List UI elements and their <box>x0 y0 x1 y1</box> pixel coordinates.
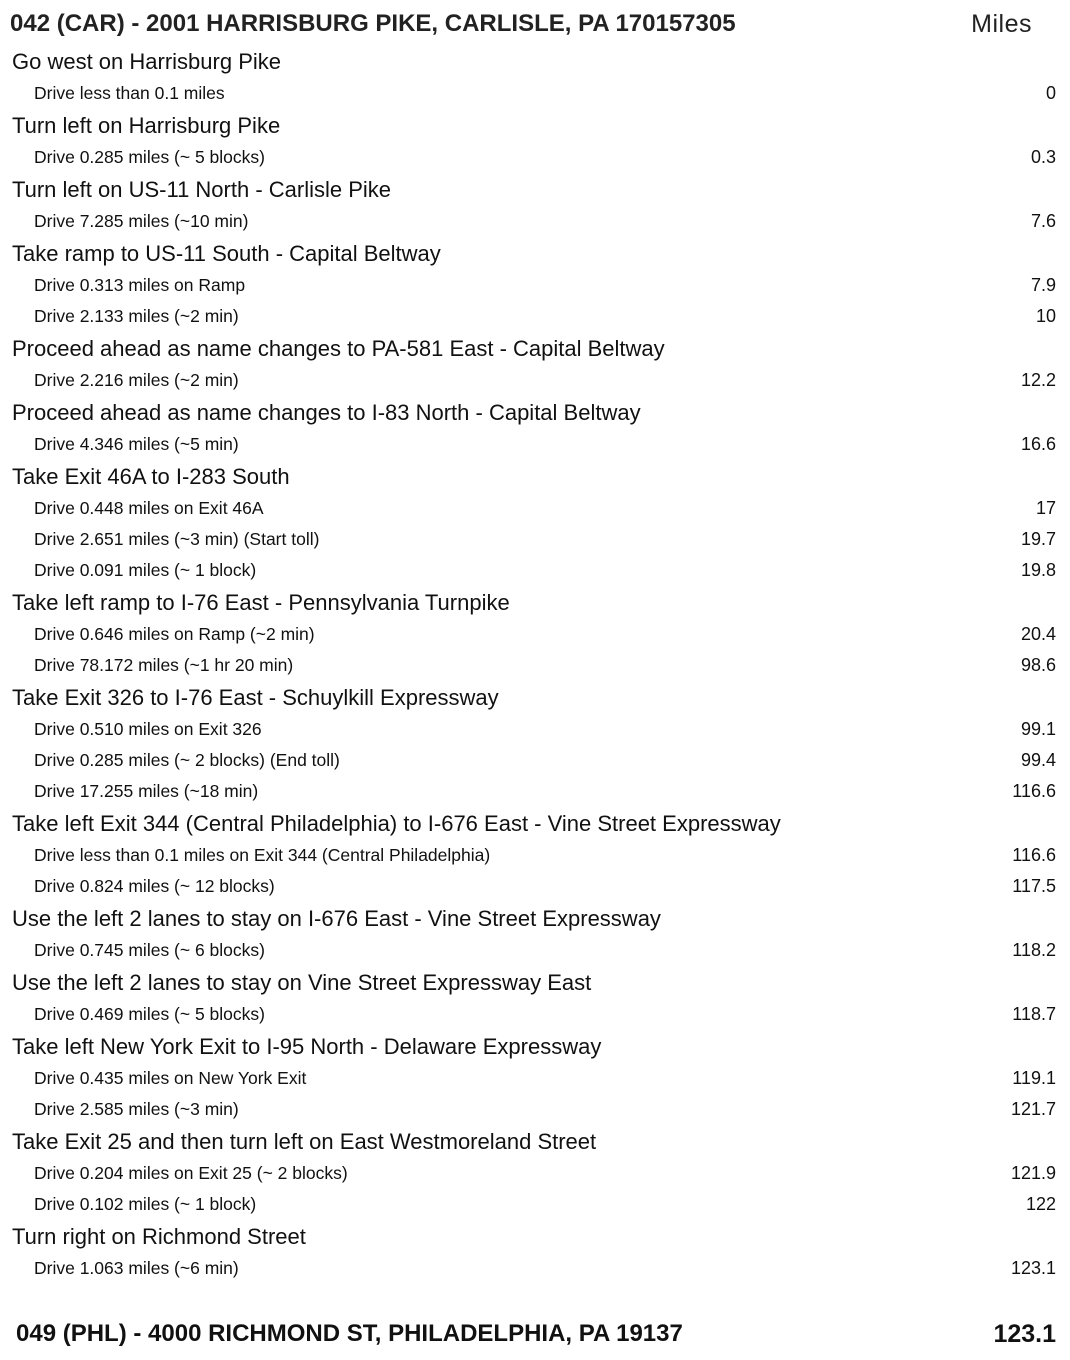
segment-distance: Drive less than 0.1 miles <box>34 83 225 103</box>
drive-segment <box>0 871 1070 902</box>
step-instruction: Use the left 2 lanes to stay on I-676 East - Vine Street Expressway <box>12 905 661 931</box>
cumulative-miles: 123.1 <box>1010 1258 1056 1278</box>
drive-segment <box>0 714 1070 745</box>
segment-distance: Drive 2.651 miles (~3 min) (Start toll) <box>34 529 320 549</box>
segment-distance: Drive 0.102 miles (~ 1 block) <box>34 1194 257 1214</box>
drive-segment <box>0 555 1070 586</box>
directions-list <box>0 45 1070 1284</box>
step-instruction: Take ramp to US-11 South - Capital Beltway <box>12 240 441 266</box>
drive-segment <box>0 78 1070 109</box>
drive-segment <box>0 524 1070 555</box>
segment-distance: Drive 2.133 miles (~2 min) <box>34 306 239 326</box>
cumulative-miles: 17 <box>1035 498 1056 518</box>
drive-segment <box>0 1253 1070 1284</box>
segment-distance: Drive 0.435 miles on New York Exit <box>34 1068 307 1088</box>
step-instruction: Proceed ahead as name changes to I-83 North - Capital Beltway <box>12 399 641 425</box>
step-instruction: Take left ramp to I-76 East - Pennsylvania Turnpike <box>12 589 510 615</box>
segment-distance: Drive 1.063 miles (~6 min) <box>34 1258 239 1278</box>
step-instruction: Take Exit 25 and then turn left on East Westmoreland Street <box>12 1128 597 1154</box>
cumulative-miles: 117.5 <box>1012 876 1056 896</box>
total-miles: 123.1 <box>993 1319 1056 1348</box>
segment-distance: Drive 0.469 miles (~ 5 blocks) <box>34 1004 265 1024</box>
drive-segment <box>0 1094 1070 1125</box>
step-instruction: Proceed ahead as name changes to PA-581 East - Capital Beltway <box>12 335 665 361</box>
segment-distance: Drive 17.255 miles (~18 min) <box>34 781 259 801</box>
drive-segment <box>0 365 1070 396</box>
direction-step <box>0 45 1070 78</box>
segment-distance: Drive 7.285 miles (~10 min) <box>34 211 249 231</box>
step-instruction: Turn right on Richmond Street <box>12 1223 306 1249</box>
direction-step <box>0 586 1070 619</box>
drive-segment <box>0 999 1070 1030</box>
direction-step <box>0 1030 1070 1063</box>
drive-segment <box>0 650 1070 681</box>
directions-header <box>10 6 1032 42</box>
segment-distance: Drive 0.745 miles (~ 6 blocks) <box>34 940 265 960</box>
drive-segment <box>0 1158 1070 1189</box>
drive-segment <box>0 1189 1070 1220</box>
step-instruction: Turn left on US-11 North - Carlisle Pike <box>12 176 392 202</box>
drive-segment <box>0 270 1070 301</box>
cumulative-miles: 7.9 <box>1030 275 1056 295</box>
segment-distance: Drive 0.448 miles on Exit 46A <box>34 498 264 518</box>
drive-segment <box>0 619 1070 650</box>
direction-step <box>0 396 1070 429</box>
cumulative-miles: 122 <box>1025 1194 1056 1214</box>
cumulative-miles: 0.3 <box>1030 147 1056 167</box>
segment-distance: Drive less than 0.1 miles on Exit 344 (Central Philadelphia) <box>34 845 491 865</box>
segment-distance: Drive 2.585 miles (~3 min) <box>34 1099 239 1119</box>
drive-segment <box>0 142 1070 173</box>
destination-address: 049 (PHL) - 4000 RICHMOND ST, PHILADELPHIA, PA 19137 <box>16 1320 683 1347</box>
cumulative-miles: 121.7 <box>1010 1099 1056 1119</box>
segment-distance: Drive 0.285 miles (~ 5 blocks) <box>34 147 265 167</box>
cumulative-miles: 12.2 <box>1020 370 1056 390</box>
miles-column-header: Miles <box>971 9 1032 38</box>
step-instruction: Go west on Harrisburg Pike <box>12 48 281 74</box>
segment-distance: Drive 0.510 miles on Exit 326 <box>34 719 262 739</box>
cumulative-miles: 98.6 <box>1020 655 1056 675</box>
step-instruction: Take Exit 326 to I-76 East - Schuylkill Expressway <box>12 684 499 710</box>
direction-step <box>0 681 1070 714</box>
drive-segment <box>0 206 1070 237</box>
segment-distance: Drive 0.313 miles on Ramp <box>34 275 246 295</box>
step-instruction: Take left New York Exit to I-95 North - Delaware Expressway <box>12 1033 602 1059</box>
cumulative-miles: 10 <box>1035 306 1056 326</box>
cumulative-miles: 20.4 <box>1020 624 1056 644</box>
direction-step <box>0 1125 1070 1158</box>
segment-distance: Drive 0.091 miles (~ 1 block) <box>34 560 257 580</box>
cumulative-miles: 116.6 <box>1012 781 1056 801</box>
segment-distance: Drive 78.172 miles (~1 hr 20 min) <box>34 655 294 675</box>
direction-step <box>0 902 1070 935</box>
direction-step <box>0 332 1070 365</box>
drive-segment <box>0 301 1070 332</box>
segment-distance: Drive 2.216 miles (~2 min) <box>34 370 239 390</box>
segment-distance: Drive 0.204 miles on Exit 25 (~ 2 blocks) <box>34 1163 348 1183</box>
direction-step <box>0 966 1070 999</box>
cumulative-miles: 0 <box>1045 83 1056 103</box>
drive-segment <box>0 840 1070 871</box>
cumulative-miles: 118.2 <box>1012 940 1056 960</box>
step-instruction: Turn left on Harrisburg Pike <box>12 112 281 138</box>
segment-distance: Drive 0.285 miles (~ 2 blocks) (End toll) <box>34 750 340 770</box>
drive-segment <box>0 745 1070 776</box>
cumulative-miles: 99.4 <box>1020 750 1056 770</box>
step-instruction: Take left Exit 344 (Central Philadelphia) to I-676 East - Vine Street Expressway <box>12 810 781 836</box>
direction-step <box>0 109 1070 142</box>
cumulative-miles: 119.1 <box>1012 1068 1056 1088</box>
directions-footer <box>16 1316 1056 1352</box>
direction-step <box>0 237 1070 270</box>
segment-distance: Drive 0.824 miles (~ 12 blocks) <box>34 876 275 896</box>
cumulative-miles: 99.1 <box>1020 719 1056 739</box>
segment-distance: Drive 4.346 miles (~5 min) <box>34 434 239 454</box>
cumulative-miles: 19.8 <box>1020 560 1056 580</box>
cumulative-miles: 116.6 <box>1012 845 1056 865</box>
cumulative-miles: 121.9 <box>1010 1163 1056 1183</box>
step-instruction: Take Exit 46A to I-283 South <box>12 463 290 489</box>
cumulative-miles: 7.6 <box>1030 211 1056 231</box>
segment-distance: Drive 0.646 miles on Ramp (~2 min) <box>34 624 315 644</box>
cumulative-miles: 118.7 <box>1012 1004 1056 1024</box>
direction-step <box>0 460 1070 493</box>
origin-address: 042 (CAR) - 2001 HARRISBURG PIKE, CARLISLE, PA 170157305 <box>10 10 736 37</box>
drive-segment <box>0 429 1070 460</box>
drive-segment <box>0 1063 1070 1094</box>
drive-segment <box>0 493 1070 524</box>
drive-segment <box>0 935 1070 966</box>
step-instruction: Use the left 2 lanes to stay on Vine Street Expressway East <box>12 969 592 995</box>
direction-step <box>0 1220 1070 1253</box>
direction-step <box>0 173 1070 206</box>
cumulative-miles: 16.6 <box>1020 434 1056 454</box>
direction-step <box>0 807 1070 840</box>
cumulative-miles: 19.7 <box>1020 529 1056 549</box>
drive-segment <box>0 776 1070 807</box>
